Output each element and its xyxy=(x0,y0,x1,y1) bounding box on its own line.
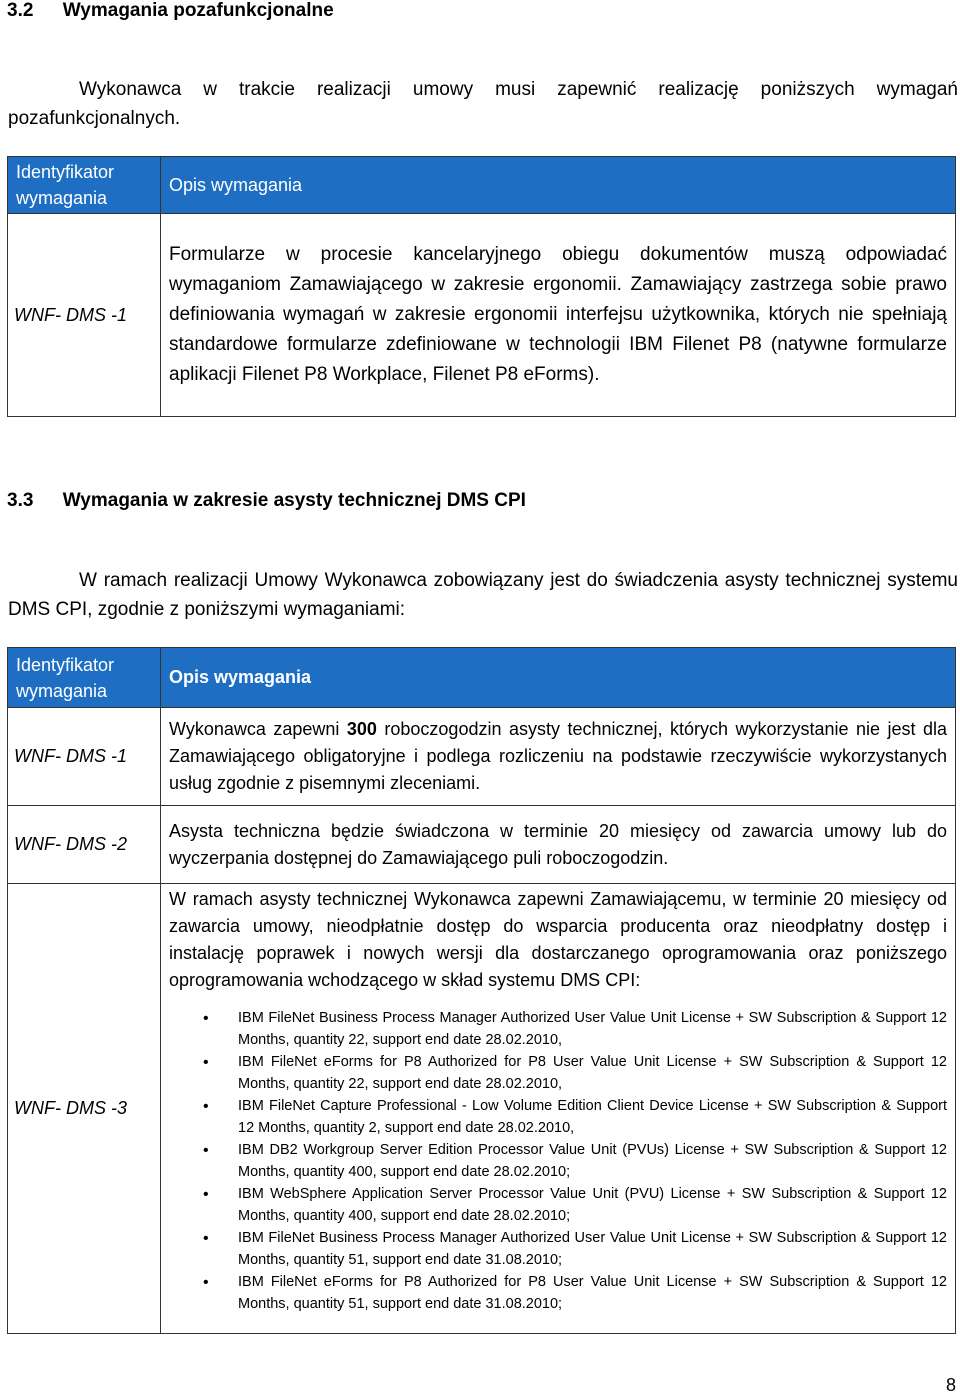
table-row xyxy=(8,708,956,806)
list-item: • IBM FileNet Capture Professional - Low Volume Edition Client Device License + SW Subscription & Support 12 Months, quantity 2, support end date 28.02.2010, xyxy=(238,1096,947,1139)
table-row xyxy=(8,884,956,1334)
requirement-description: Asysta techniczna będzie świadczona w terminie 20 miesięcy od zawarcia umowy lub do wyczerpania dostępnej do Zamawiającego puli roboczogodzin. xyxy=(161,806,956,884)
requirement-id: WNF- DMS -3 xyxy=(8,884,161,1334)
table-header-row xyxy=(8,157,956,214)
list-item: • IBM DB2 Workgroup Server Edition Processor Value Unit (PVUs) License + SW Subscription & Support 12 Months, quantity 400, support end date 28.02.2010; xyxy=(238,1140,947,1183)
list-item: • IBM FileNet eForms for P8 Authorized for P8 User Value Unit License + SW Subscription & Support 12 Months, quantity 51, support end date 31.08.2010; xyxy=(238,1272,947,1315)
section-heading-3-2 xyxy=(7,0,334,22)
header-description: Opis wymagania xyxy=(161,157,956,214)
section-number: 3.2 xyxy=(7,0,34,21)
table-row xyxy=(8,214,956,417)
desc-text: roboczogodzin asysty technicznej, których wykorzystanie nie jest dla Zamawiającego obligatoryjne i podlega rozliczeniu na podstawie rzeczywiście wykorzystanych usług zgodnie z pisemnymi zleceniami. xyxy=(169,719,947,793)
list-item: • IBM WebSphere Application Server Processor Value Unit (PVU) License + SW Subscription & Support 12 Months, quantity 400, support end date 28.02.2010; xyxy=(238,1184,947,1227)
requirements-table-support xyxy=(7,647,956,1334)
section-intro: Wykonawca w trakcie realizacji umowy musi zapewnić realizację poniższych wymagań pozafunkcjonalnych. xyxy=(8,79,958,129)
list-item: • IBM FileNet Business Process Manager Authorized User Value Unit License + SW Subscription & Support 12 Months, quantity 22, support end date 28.02.2010, xyxy=(238,1008,947,1051)
requirement-text: W ramach asysty technicznej Wykonawca zapewni Zamawiającemu, w terminie 20 miesięcy od zawarcia umowy, nieodpłatnie dostęp do wsparcia producenta oraz nieodpłatny dostęp i instalację poprawek i nowych wersji dla dostarczanego oprogramowania oraz poniższego oprogramowania wchodzącego w skład systemu DMS CPI: xyxy=(169,889,947,990)
list-item: • IBM FileNet Business Process Manager Authorized User Value Unit License + SW Subscription & Support 12 Months, quantity 51, support end date 31.08.2010; xyxy=(238,1228,947,1271)
requirement-id: WNF- DMS -2 xyxy=(8,806,161,884)
page-number: 8 xyxy=(945,1375,956,1395)
section-intro: W ramach realizacji Umowy Wykonawca zobowiązany jest do świadczenia asysty technicznej systemu DMS CPI, zgodnie z poniższymi wymaganiami: xyxy=(8,570,958,620)
requirement-id: WNF- DMS -1 xyxy=(8,214,161,417)
requirements-table-nonfunctional xyxy=(7,156,956,417)
requirement-description xyxy=(161,884,956,1334)
requirement-description: Formularze w procesie kancelaryjnego obiegu dokumentów muszą odpowiadać wymaganiom Zamawiającego w zakresie ergonomii. Zamawiający zastrzega sobie prawo definiowania wymagań w zakresie ergonomii interfejsu użytkownika, których nie spełniają standardowe formularze zdefiniowane w technologii IBM Filenet P8 (natywne formularze aplikacji Filenet P8 Workplace, Filenet P8 eForms). xyxy=(161,214,956,417)
header-id: Identyfikator wymagania xyxy=(8,648,161,708)
requirement-description xyxy=(161,708,956,806)
section-number: 3.3 xyxy=(7,490,34,511)
hours-value: 300 xyxy=(346,719,377,739)
section-title: Wymagania pozafunkcjonalne xyxy=(62,0,334,21)
section-title: Wymagania w zakresie asysty technicznej DMS CPI xyxy=(62,490,526,511)
list-item: • IBM FileNet eForms for P8 Authorized for P8 User Value Unit License + SW Subscription & Support 12 Months, quantity 22, support end date 28.02.2010, xyxy=(238,1052,947,1095)
desc-text: Wykonawca zapewni xyxy=(169,719,347,739)
header-id: Identyfikator wymagania xyxy=(8,157,161,214)
table-row xyxy=(8,806,956,884)
requirement-id: WNF- DMS -1 xyxy=(8,708,161,806)
header-description: Opis wymagania xyxy=(161,648,956,708)
software-list xyxy=(169,1008,947,1315)
table-header-row xyxy=(8,648,956,708)
section-heading-3-3 xyxy=(7,490,526,512)
